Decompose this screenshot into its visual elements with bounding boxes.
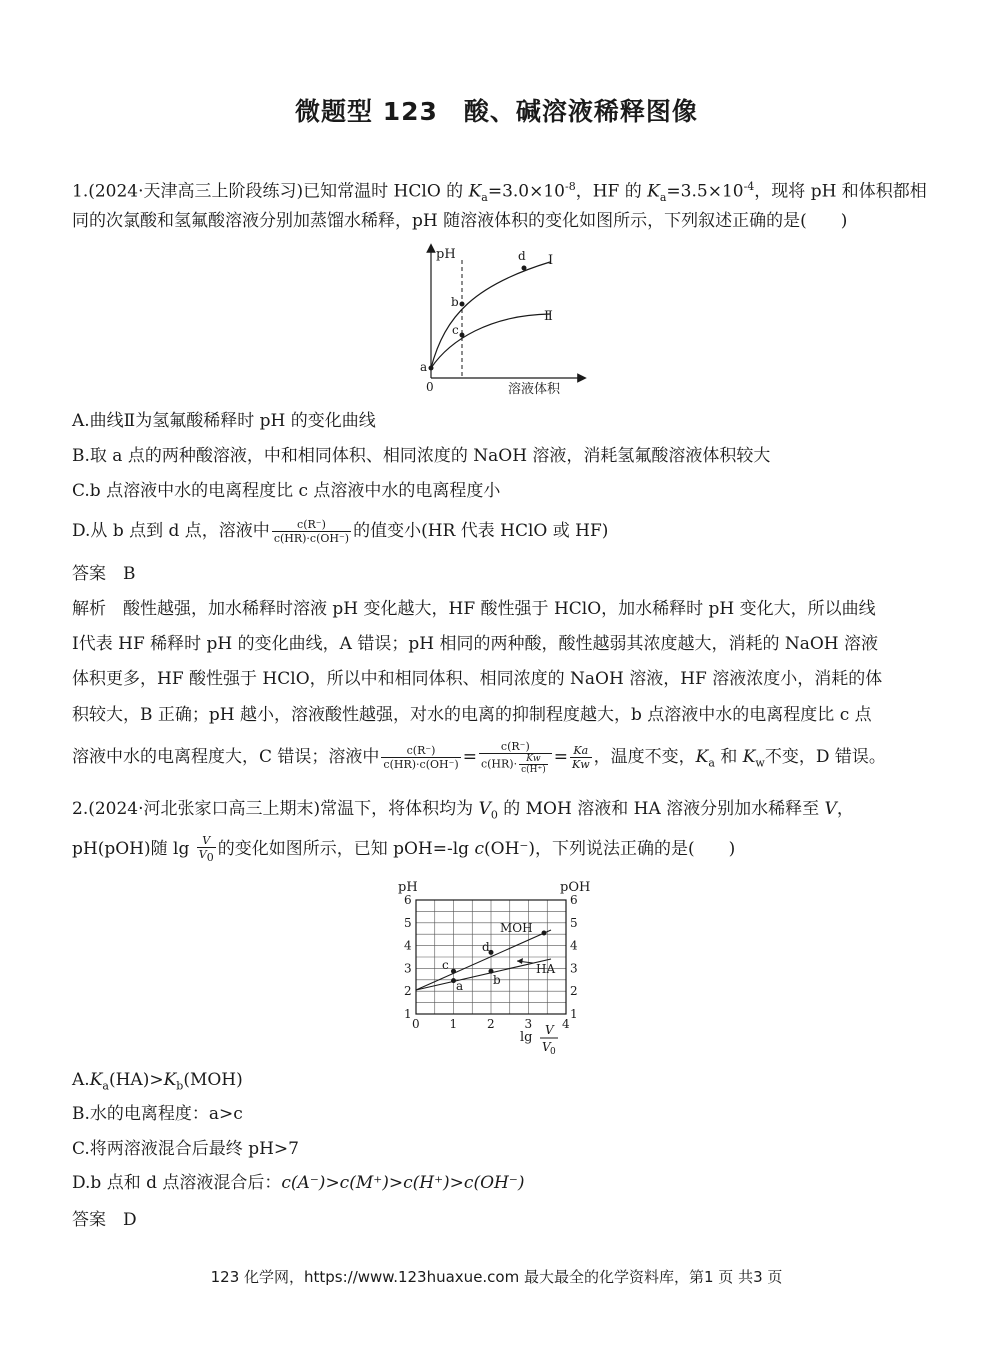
q1-stem-text: 1.(2024·天津高三上阶段练习)已知常温时 HClO 的 — [72, 181, 469, 202]
q2-stem-line2: pH(pOH)随 lg $\frac{V}{V_0}$ 的变化如图所示，已知 pOH=-lg c(OH⁻)，下列说法正确的是( ) — [72, 834, 736, 865]
q1-explanation-line1: 解析 酸性越强，加水稀释时溶液 pH 变化越大，HF 酸性强于 HClO，加水稀释时 pH 变化大，所以曲线 — [72, 599, 876, 619]
q2-y-tick-right: 3 — [570, 961, 578, 976]
q1-point-c — [460, 333, 465, 338]
q2-option-a-text-b: (HA)> — [108, 1070, 164, 1090]
q2-y-tick-left: 3 — [404, 961, 412, 976]
q2-option-a[interactable]: $A.K_a(HA)>K_b(MOH)$ — [72, 1070, 243, 1093]
q1-ka-hf-exp: -4 — [743, 180, 755, 193]
q2-option-d[interactable] — [72, 1166, 524, 1201]
q1-label-d: d — [518, 249, 526, 263]
q1-point-a — [429, 366, 434, 371]
q1-option-d-numerator: c(R⁻) — [272, 518, 351, 532]
q2-option-a-text-c: (MOH) — [183, 1070, 243, 1090]
q2-label-a: a — [456, 979, 464, 993]
q2-x-label-den-sub: 0 — [550, 1047, 556, 1057]
q1-curve-II-label: Ⅱ — [544, 309, 553, 324]
q1-point-d — [522, 266, 527, 271]
q2-stem-text-c: ， — [836, 799, 854, 819]
q1-exp-frac1-den: c(HR)·c(OH⁻) — [383, 758, 459, 771]
q2-label-b: b — [493, 973, 501, 987]
q2-x-label-den: V — [542, 1040, 551, 1054]
q1-curve-II — [431, 314, 550, 368]
q2-x-tick: 0 — [412, 1017, 420, 1031]
q2-series-ha-label: HA — [536, 962, 556, 976]
q2-y-tick-right: 5 — [570, 915, 578, 930]
q2-y-label-right: pOH — [560, 880, 591, 895]
q1-exp-frac1-num: c(R⁻) — [381, 744, 460, 758]
q2-x-tick: 4 — [562, 1017, 570, 1031]
q2-y-tick-right: 2 — [570, 984, 578, 999]
q2-point-moh-end — [542, 931, 547, 936]
q2-ha-arrow-head — [517, 958, 523, 964]
q1-x-label: 溶液体积 — [508, 382, 561, 397]
q2-stem-text-e: 的变化如图所示，已知 pOH=-lg — [217, 839, 475, 859]
q1-stem-text-b: ，HF 的 — [575, 181, 648, 202]
q1-exp-text-c: 和 — [720, 747, 743, 767]
q2-y-tick-left: 4 — [404, 938, 412, 953]
q1-curve-I-label: Ⅰ — [548, 253, 554, 268]
q2-x-tick: 2 — [487, 1017, 495, 1031]
q1-exp-frac3-den: Kw — [572, 758, 590, 771]
q2-stem-text-b: 的 MOH 溶液和 HA 溶液分别加水稀释至 — [497, 799, 825, 819]
q2-x-label-lg: lg — [520, 1030, 533, 1045]
page-title: 微题型 123 酸、碱溶液稀释图像 — [295, 97, 698, 126]
q2-answer: 答案 D — [72, 1210, 137, 1230]
q1-explanation-line5: 溶液中水的电离程度大，C 错误；溶液中 $\frac{c(R^-)}{c(HR)\cdot c(OH^-)}$ = c(R⁻) c(HR)· $\frac{Kw}{c(H^+)}$ = $\frac{Ka}{Kw}$ ，温度不变，$K_a$ 和 $K_w$不变，D 错误。 — [72, 740, 886, 775]
q1-exp-frac3-num: Ka — [570, 744, 592, 758]
q1-exp-text: 溶液中水的电离程度大，C 错误；溶液中 — [72, 747, 380, 767]
q1-stem-line2: 同的次氯酸和氢氟酸溶液分别加蒸馏水稀释，pH 随溶液体积的变化如图所示，下列叙述正确的是( ) — [72, 211, 848, 231]
q1-label-c: c — [452, 323, 459, 337]
q1-exp-frac2-den: c(HR)· — [480, 757, 518, 771]
q1-y-label: pH — [436, 247, 456, 262]
q2-series-moh-label: MOH — [500, 921, 533, 935]
q1-option-c[interactable]: C.b 点溶液中水的电离程度比 c 点溶液中水的电离程度小 — [72, 481, 501, 501]
q1-explanation-line3: 体积更多，HF 酸性强于 HClO，所以中和相同体积、相同浓度的 NaOH 溶液，HF 溶液浓度小，消耗的体 — [72, 669, 883, 689]
q1-label-b: b — [451, 295, 459, 309]
q2-y-tick-left: 1 — [404, 1007, 412, 1021]
q2-option-b[interactable]: B.水的电离程度：a>c — [72, 1104, 243, 1124]
q2-option-d-text: D.b 点和 d 点溶液混合后： — [72, 1173, 282, 1193]
q1-option-d-text-b: 的值变小(HR 代表 HClO 或 HF) — [353, 521, 609, 541]
q2-option-d-formula: c(A⁻)>c(M⁺)>c(H⁺)>c(OH⁻) — [281, 1173, 525, 1193]
q1-exp-frac2-num: c(R⁻) — [479, 740, 552, 754]
q1-ka-hclo-exp: -8 — [565, 180, 576, 193]
q2-y-tick-right: 1 — [570, 1007, 578, 1021]
q1-explanation-line4: 积较大，B 正确；pH 越小，溶液酸性越强，对水的电离的抑制程度越大，b 点溶液中水的电离程度比 c 点 — [72, 705, 872, 725]
q1-ka-hf: =3.5×10 — [666, 181, 744, 202]
q1-stem-text-c: ，现将 pH 和体积都相 — [754, 181, 927, 202]
q1-origin-label: 0 — [426, 380, 434, 394]
q1-stem-line1: 1.(2024·天津高三上阶段练习)已知常温时 HClO 的 $K_a=3.0\times 10^{-8}$，HF 的 $K_a=3.5\times 10^{-4}$，现将 pH 和体积都相 — [72, 180, 927, 205]
q1-option-d[interactable] — [72, 514, 608, 549]
q2-option-c[interactable]: C.将两溶液混合后最终 pH>7 — [72, 1139, 299, 1159]
q1-point-b — [460, 302, 465, 307]
q1-exp-text-d: 不变，D 错误。 — [764, 747, 886, 767]
q2-stem-text-f: (OH⁻)，下列说法正确的是( ) — [484, 839, 736, 859]
q2-y-tick-right: 4 — [570, 938, 578, 953]
q2-y-label-left: pH — [398, 880, 418, 895]
q2-line-moh — [416, 930, 551, 990]
page-footer: 123 化学网，https://www.123huaxue.com 最大最全的化学资料库，第1 页 共3 页 — [210, 1268, 783, 1286]
q2-y-tick-left: 5 — [404, 915, 412, 930]
q2-stem-line1: 2.(2024·河北张家口高三上期末)常温下，将体积均为 $V_0$ 的 MOH 溶液和 HA 溶液分别加水稀释至 V， — [72, 799, 854, 822]
q2-point-c — [451, 969, 456, 974]
q1-option-b[interactable]: B.取 a 点的两种酸溶液，中和相同体积、相同浓度的 NaOH 溶液，消耗氢氟酸溶液体积较大 — [72, 446, 771, 466]
q1-option-a[interactable]: A.曲线Ⅱ为氢氟酸稀释时 pH 的变化曲线 — [72, 411, 376, 431]
q2-y-tick-left: 6 — [404, 893, 412, 907]
q2-y-tick-left: 2 — [404, 984, 412, 999]
q2-stem-text: 2.(2024·河北张家口高三上期末)常温下，将体积均为 — [72, 799, 479, 819]
q2-label-d: d — [482, 940, 490, 954]
q1-explanation-line2: Ⅰ代表 HF 稀释时 pH 的变化曲线，A 错误；pH 相同的两种酸，酸性越弱其浓度越大，消耗的 NaOH 溶液 — [72, 634, 879, 654]
q1-exp-inner-num: Kw — [519, 754, 548, 765]
q2-option-a-text: A. — [72, 1070, 90, 1090]
q2-ph-poh-chart — [390, 876, 605, 1061]
q2-line-ha — [416, 959, 551, 990]
q1-ka-hclo: =3.0×10 — [487, 181, 565, 202]
q1-option-d-denominator: c(HR)·c(OH⁻) — [273, 532, 350, 545]
q1-answer: 答案 B — [72, 564, 136, 584]
q1-exp-inner-den: c(H⁺) — [521, 765, 546, 775]
q1-label-a: a — [420, 360, 428, 374]
q1-exp-text-b: ，温度不变， — [593, 747, 696, 767]
q1-ph-dilution-chart — [410, 240, 590, 400]
q2-y-tick-right: 6 — [570, 893, 578, 907]
q2-x-tick: 3 — [524, 1017, 533, 1031]
q2-label-c: c — [442, 958, 449, 972]
q2-x-label-num: V — [545, 1023, 554, 1037]
q1-option-d-text: D.从 b 点到 d 点，溶液中 — [72, 521, 270, 541]
q2-x-tick: 1 — [449, 1017, 458, 1031]
q2-stem-text-d: pH(pOH)随 lg — [72, 839, 195, 859]
